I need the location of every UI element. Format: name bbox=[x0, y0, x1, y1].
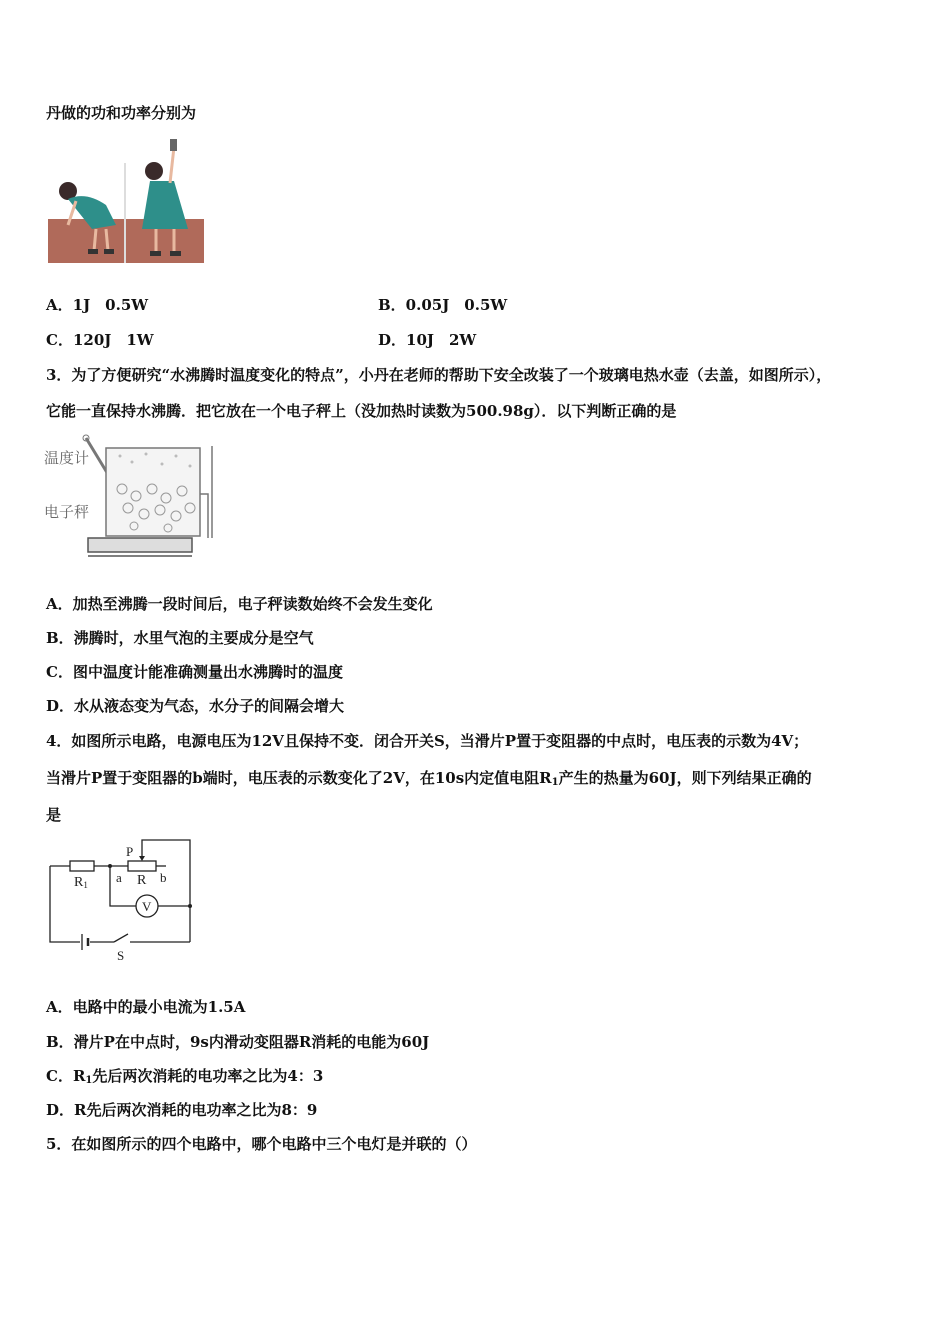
circuit-diagram bbox=[44, 834, 200, 966]
a-label: a bbox=[116, 870, 122, 885]
q5-stem-line1: 5．在如图所示的四个电路中，哪个电路中三个电灯是并联的（） bbox=[46, 1135, 477, 1153]
scale-label: 电子秤 bbox=[44, 504, 90, 521]
r-label: R bbox=[137, 873, 147, 888]
s-label: S bbox=[117, 948, 125, 963]
q4-option-c: C．$R_1$先后两次消耗的电功率之比为4：3 bbox=[46, 1067, 324, 1086]
q3-stem-line2: 它能一直保持水沸腾．把它放在一个电子秤上（没加热时读数为500.98g）．以下判断正确的是 bbox=[46, 402, 677, 420]
q3-option-c: C．图中温度计能准确测量出水沸腾时的温度 bbox=[46, 663, 343, 681]
q3-option-b: B．沸腾时，水里气泡的主要成分是空气 bbox=[46, 629, 314, 647]
q4-option-b: B．滑片P在中点时，9s内滑动变阻器R消耗的电能为60J bbox=[46, 1033, 430, 1051]
q4-option-a: A．电路中的最小电流为1.5A bbox=[46, 998, 246, 1016]
thermometer-label: 温度计 bbox=[44, 450, 90, 467]
resistor-r1 bbox=[70, 861, 94, 871]
p-label: P bbox=[126, 844, 134, 859]
v-label: V bbox=[142, 899, 152, 914]
wire-to-voltmeter bbox=[110, 866, 136, 906]
power-cord bbox=[200, 494, 208, 538]
switch-s bbox=[114, 934, 128, 942]
q4-stem-line2: 当滑片P置于变阻器的b端时，电压表的示数变化了2V，在10s内定值电阻$R_1$产生的热量为60J，则下列结果正确的 bbox=[46, 769, 812, 788]
junction-a bbox=[108, 864, 112, 868]
q2-option-c: C．120J 1W bbox=[46, 331, 154, 349]
q3-option-a: A．加热至沸腾一段时间后，电子秤读数始终不会发生变化 bbox=[46, 595, 433, 613]
girl-lifting-figure bbox=[46, 133, 208, 265]
q3-stem-line1: 3．为了方便研究“水沸腾时温度变化的特点”，小丹在老师的帮助下安全改装了一个玻璃电热水壶（去盖，如图所示）， bbox=[46, 366, 832, 384]
q2-option-a: A．1J 0.5W bbox=[46, 296, 149, 314]
intro-tail-text: 丹做的功和功率分别为 bbox=[46, 104, 197, 122]
q2-option-d: D．10J 2W bbox=[378, 331, 477, 349]
rheostat-r bbox=[128, 861, 156, 871]
q4-option-d: D．R先后两次消耗的电功率之比为8：9 bbox=[46, 1101, 318, 1119]
q3-option-d: D．水从液态变为气态，水分子的间隔会增大 bbox=[46, 697, 345, 715]
junction-right bbox=[188, 904, 192, 908]
electronic-scale bbox=[88, 538, 192, 552]
slider-p-arrow bbox=[139, 856, 145, 861]
r1-label: R1 bbox=[74, 875, 88, 890]
q2-option-b: B．0.05J 0.5W bbox=[378, 296, 508, 314]
q4-stem-line3: 是 bbox=[46, 806, 62, 824]
kettle-glass bbox=[106, 448, 200, 536]
b-label: b bbox=[160, 870, 167, 885]
kettle-scale-figure bbox=[44, 434, 220, 558]
q4-stem-line1: 4．如图所示电路，电源电压为12V且保持不变．闭合开关S，当滑片P置于变阻器的中点时，电压表的示数为4V； bbox=[46, 732, 809, 750]
